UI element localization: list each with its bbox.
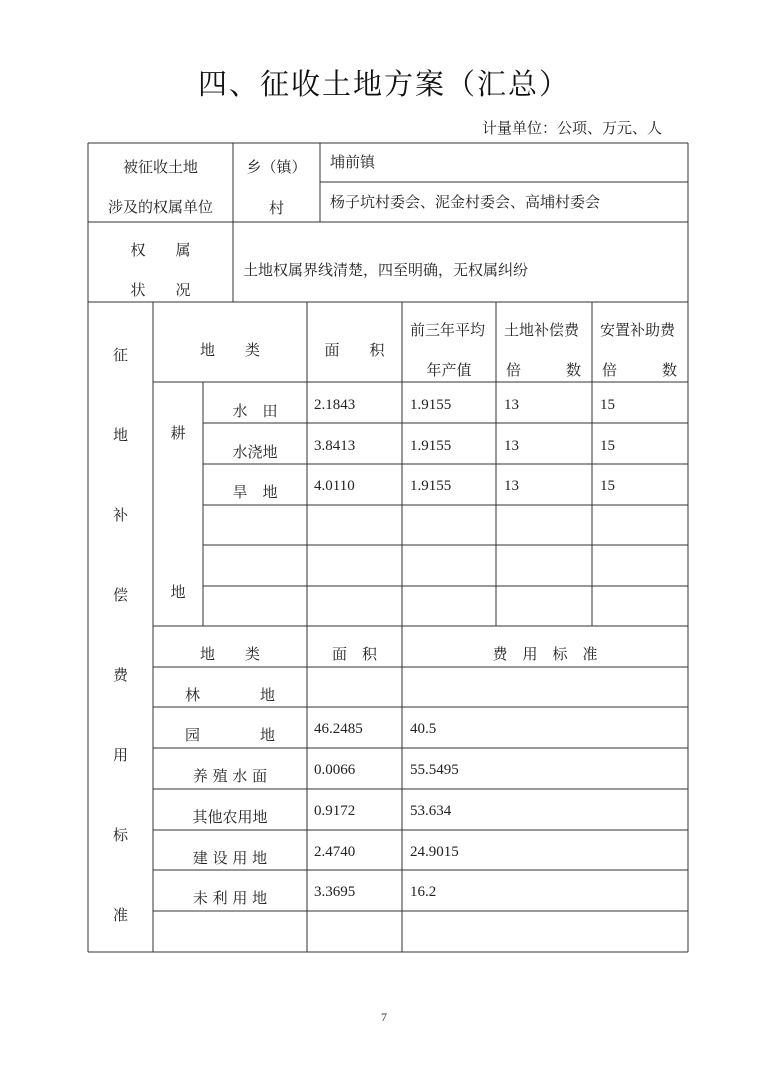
other-row-type: 其他农用地 bbox=[192, 808, 268, 826]
side-label-char: 补 bbox=[112, 506, 128, 524]
other-row-area: 0.0066 bbox=[314, 762, 356, 778]
side-label-char: 地 bbox=[112, 426, 128, 444]
header-avg-output-2: 年产值 bbox=[426, 361, 472, 379]
other-row-area: 46.2485 bbox=[314, 721, 363, 737]
table-cell-output: 1.9155 bbox=[410, 397, 452, 413]
other-row-standard: 55.5495 bbox=[410, 762, 459, 778]
table-cell-resettle: 15 bbox=[600, 478, 615, 494]
other-row-type: 林 地 bbox=[184, 686, 275, 704]
table-cell-area: 2.1843 bbox=[314, 397, 356, 413]
header-avg-output-1: 前三年平均 bbox=[410, 321, 486, 339]
status-label-1: 权 属 bbox=[130, 241, 191, 259]
table-cell-resettle: 15 bbox=[600, 397, 615, 413]
other-header-standard: 费 用 标 准 bbox=[492, 645, 598, 663]
cultivated-group-bottom: 地 bbox=[170, 583, 186, 601]
side-label-char: 标 bbox=[112, 826, 128, 844]
table-cell-area: 4.0110 bbox=[314, 478, 355, 494]
table-cell-output: 1.9155 bbox=[410, 438, 452, 454]
township-label: 乡（镇） bbox=[246, 158, 307, 176]
village-label: 村 bbox=[268, 199, 284, 217]
ownership-label-1: 被征收土地 bbox=[122, 158, 198, 176]
other-row-area: 2.4740 bbox=[314, 844, 356, 860]
header-resettle-mult-2: 倍 数 bbox=[602, 361, 678, 379]
side-label-char: 偿 bbox=[112, 586, 128, 604]
table-cell-type: 水 田 bbox=[232, 402, 278, 420]
township-value: 埔前镇 bbox=[330, 153, 376, 171]
page-title: 四、征收土地方案（汇总） bbox=[197, 67, 570, 101]
other-header-land-type: 地 类 bbox=[199, 645, 260, 663]
village-value: 杨子坑村委会、泥金村委会、高埔村委会 bbox=[330, 193, 601, 211]
other-row-standard: 53.634 bbox=[410, 803, 452, 819]
header-resettle-mult-1: 安置补助费 bbox=[600, 321, 676, 339]
page-number: 7 bbox=[381, 1010, 387, 1024]
table-cell-resettle: 15 bbox=[600, 438, 615, 454]
table-cell-type: 旱 地 bbox=[232, 483, 278, 501]
header-comp-mult-1: 土地补偿费 bbox=[504, 321, 580, 339]
side-label-char: 准 bbox=[112, 906, 128, 924]
table-cell-type: 水浇地 bbox=[232, 443, 278, 461]
status-value: 土地权属界线清楚，四至明确，无权属纠纷 bbox=[243, 261, 529, 279]
other-row-type: 未 利 用 地 bbox=[192, 889, 268, 907]
side-label-char: 征 bbox=[112, 346, 128, 364]
side-label-char: 用 bbox=[112, 746, 128, 764]
other-row-area: 0.9172 bbox=[314, 803, 356, 819]
status-label-2: 状 况 bbox=[130, 281, 191, 299]
other-header-area: 面 积 bbox=[331, 645, 377, 663]
other-row-standard: 40.5 bbox=[410, 721, 437, 737]
other-row-type: 养 殖 水 面 bbox=[192, 767, 268, 785]
table-cell-comp: 13 bbox=[504, 397, 519, 413]
table-cell-area: 3.8413 bbox=[314, 438, 356, 454]
other-row-type: 园 地 bbox=[184, 726, 275, 744]
other-row-type: 建 设 用 地 bbox=[192, 849, 268, 867]
table-cell-comp: 13 bbox=[504, 478, 519, 494]
header-comp-mult-2: 倍 数 bbox=[506, 361, 582, 379]
header-land-type: 地 类 bbox=[199, 341, 260, 359]
other-row-area: 3.3695 bbox=[314, 884, 356, 900]
table-cell-output: 1.9155 bbox=[410, 478, 452, 494]
unit-label: 计量单位：公项、万元、人 bbox=[481, 119, 662, 137]
ownership-label-2: 涉及的权属单位 bbox=[107, 198, 213, 216]
other-row-standard: 16.2 bbox=[410, 884, 437, 900]
other-row-standard: 24.9015 bbox=[410, 844, 459, 860]
side-label-char: 费 bbox=[112, 666, 128, 684]
table-cell-comp: 13 bbox=[504, 438, 519, 454]
header-area: 面 积 bbox=[324, 341, 385, 359]
cultivated-group-top: 耕 bbox=[170, 424, 186, 442]
